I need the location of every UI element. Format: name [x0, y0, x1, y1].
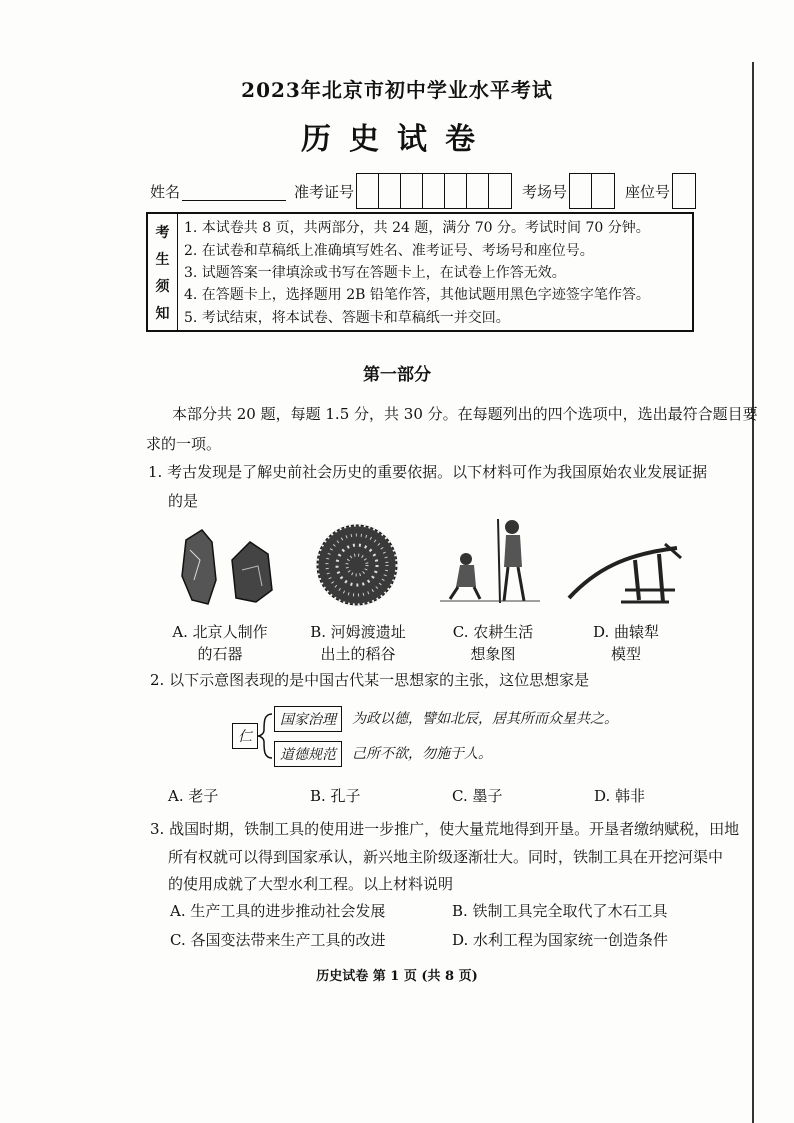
exam-title: 2023年北京市初中学业水平考试 — [241, 78, 553, 102]
q1-stem-line2: 的是 — [168, 492, 199, 510]
q1-option-c[interactable]: C. 农耕生活 想象图 — [452, 623, 534, 663]
q1-option-a[interactable]: A. 北京人制作 的石器 — [172, 623, 268, 663]
seat-number-boxes[interactable] — [672, 173, 696, 209]
name-label: 姓名 — [150, 182, 181, 201]
q2-option-a[interactable]: A. 老子 — [168, 787, 219, 805]
notice-item: 3. 试题答案一律填涂或书写在答题卡上，在试卷上作答无效。 — [184, 264, 566, 281]
notice-item: 4. 在答题卡上，选择题用 2B 铅笔作答，其他试题用黑色字迹签字笔作答。 — [184, 287, 650, 304]
morality-box: 道德规范 — [274, 741, 342, 767]
brace-icon — [256, 712, 276, 760]
seat-label: 座位号 — [625, 182, 671, 201]
candidate-info-row — [150, 174, 706, 208]
section-title: 第一部分 — [363, 365, 431, 385]
name-field[interactable] — [182, 182, 286, 201]
q3-stem-line3: 的使用成就了大型水利工程。以上材料说明 — [168, 875, 454, 893]
q3-option-d[interactable]: D. 水利工程为国家统一创造条件 — [452, 931, 669, 949]
q1-stem-line1: 1. 考古发现是了解史前社会历史的重要依据。以下材料可作为我国原始农业发展证据 — [148, 463, 708, 481]
room-number-boxes[interactable] — [569, 173, 615, 209]
q3-stem-line2: 所有权就可以得到国家承认，新兴地主阶级逐渐壮大。同时，铁制工具在开挖河渠中 — [168, 848, 724, 866]
ticket-number-boxes[interactable] — [356, 173, 512, 209]
curved-plough-image — [565, 540, 685, 610]
governance-box: 国家治理 — [274, 706, 342, 732]
page-edge-rule — [752, 62, 754, 1123]
paper-title: 历史试卷 — [301, 122, 493, 157]
q3-option-b[interactable]: B. 铁制工具完全取代了木石工具 — [452, 902, 668, 920]
part-intro-line2: 求的一项。 — [146, 435, 222, 453]
notice-side-label: 考 生 须 知 — [148, 214, 178, 330]
page-footer: 历史试卷 第 1 页 (共 8 页) — [316, 969, 478, 984]
farming-scene-image — [440, 515, 540, 610]
q2-option-d[interactable]: D. 韩非 — [594, 787, 646, 805]
morality-quote: 己所不欲，勿施于人。 — [352, 746, 492, 762]
candidate-notice-box — [146, 212, 694, 332]
part-intro-line1: 本部分共 20 题，每题 1.5 分，共 30 分。在每题列出的四个选项中，选出最符合题目要 — [172, 405, 758, 423]
stone-tools-image — [172, 520, 282, 610]
q3-option-a[interactable]: A. 生产工具的进步推动社会发展 — [170, 902, 386, 920]
notice-list — [178, 214, 692, 330]
ren-box: 仁 — [232, 723, 258, 749]
ticket-label: 准考证号 — [294, 182, 355, 201]
q3-stem-line1: 3. 战国时期，铁制工具的使用进一步推广，使大量荒地得到开垦。开垦者缴纳赋税，田地 — [150, 820, 740, 838]
q2-option-c[interactable]: C. 墨子 — [452, 787, 503, 805]
q1-option-d[interactable]: D. 曲辕犁 模型 — [592, 623, 660, 663]
notice-item: 2. 在试卷和草稿纸上准确填写姓名、准考证号、考场号和座位号。 — [184, 242, 594, 259]
rice-grains-image — [312, 520, 402, 610]
governance-quote: 为政以德，譬如北辰，居其所而众星共之。 — [352, 711, 618, 727]
q2-stem: 2. 以下示意图表现的是中国古代某一思想家的主张，这位思想家是 — [150, 671, 590, 689]
q2-option-b[interactable]: B. 孔子 — [310, 787, 361, 805]
room-label: 考场号 — [522, 182, 568, 201]
notice-item: 1. 本试卷共 8 页，共两部分，共 24 题，满分 70 分。考试时间 70 分钟。 — [184, 220, 650, 237]
q3-option-c[interactable]: C. 各国变法带来生产工具的改进 — [170, 931, 386, 949]
q1-option-b[interactable]: B. 河姆渡遗址 出土的稻谷 — [310, 623, 406, 663]
notice-item: 5. 考试结束，将本试卷、答题卡和草稿纸一并交回。 — [184, 309, 510, 326]
